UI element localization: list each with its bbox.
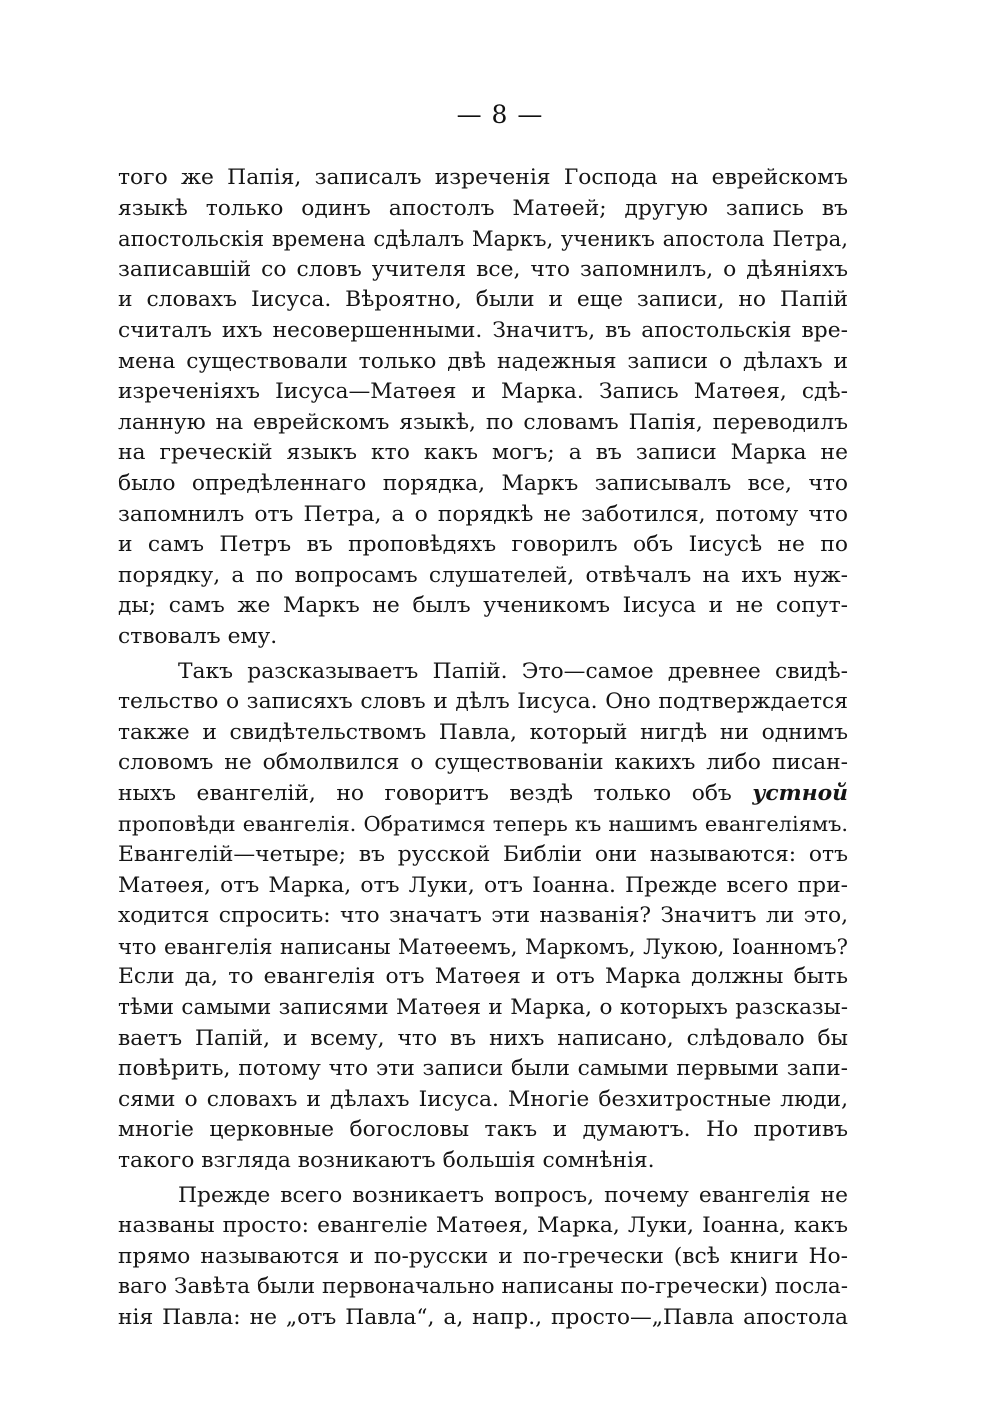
text-line: что евангелія написаны Матѳеемъ, Маркомъ, Лукою, Іоанномъ? bbox=[118, 933, 848, 959]
text-line: записавшій со словъ учителя все, что запомнилъ, о дѣяніяхъ bbox=[118, 256, 848, 282]
text-line: и словахъ Іисуса. Вѣроятно, были и еще записи, но Папій bbox=[118, 287, 848, 313]
text-line: тельство о записяхъ словъ и дѣлъ Іисуса. Оно подтверждается bbox=[118, 689, 848, 715]
paragraph-2 bbox=[118, 657, 848, 1177]
text-line: такого взгляда возникаютъ большія сомнѣнія. bbox=[118, 1148, 655, 1173]
text-line: Прежде всего возникаетъ вопросъ, почему евангелія не bbox=[178, 1182, 848, 1208]
text-line: ходится спросить: что значатъ эти названія? Значитъ ли это, bbox=[118, 903, 848, 929]
text-line: апостольскія времена сдѣлалъ Маркъ, ученикъ апостола Петра, bbox=[118, 226, 848, 252]
text-line: считалъ ихъ несовершенными. Значитъ, въ апостольскія вре- bbox=[118, 317, 848, 343]
text-line: многіе церковные богословы такъ и думаютъ. Но противъ bbox=[118, 1117, 848, 1143]
text-line: названы просто: евангеліе Матѳея, Марка, Луки, Іоанна, какъ bbox=[118, 1213, 848, 1239]
text-line: было опредѣленнаго порядка, Маркъ записывалъ все, что bbox=[118, 470, 848, 496]
text-line: Если да, то евангелія отъ Матѳея и отъ Марка должны быть bbox=[118, 964, 848, 990]
text-line: Такъ разсказываетъ Папій. Это—самое древнее свидѣ- bbox=[178, 658, 848, 684]
text-line: тѣми самыми записями Матѳея и Марка, о которыхъ разсказы- bbox=[118, 995, 848, 1021]
text-line: на греческій языкъ кто какъ могъ; а въ записи Марка не bbox=[118, 440, 848, 466]
text-line: Евангелій—четыре; въ русской Библіи они называются: отъ bbox=[118, 842, 848, 868]
text-line: ланную на еврейскомъ языкѣ, по словамъ Папія, переводилъ bbox=[118, 409, 848, 435]
text-line: нія Павла: не „отъ Павла“, а, напр., просто—„Павла апостола bbox=[118, 1304, 848, 1330]
text-line-part: ныхъ евангелій, но говоритъ вездѣ только объ bbox=[118, 780, 732, 806]
text-line: ваетъ Папій, и всему, что въ нихъ написано, слѣдовало бы bbox=[118, 1025, 848, 1051]
text-line: ствовалъ ему. bbox=[118, 623, 278, 649]
page-number: — 8 — bbox=[456, 100, 544, 129]
text-line: также и свидѣтельствомъ Павла, который нигдѣ ни однимъ bbox=[118, 719, 848, 745]
text-line: сями о словахъ и дѣлахъ Іисуса. Многіе безхитростные люди, bbox=[118, 1086, 848, 1112]
paragraph-1 bbox=[118, 163, 848, 653]
text-line: изреченіяхъ Іисуса—Матѳея и Марка. Запись Матѳея, сдѣ- bbox=[118, 379, 848, 405]
text-line: и самъ Петръ въ проповѣдяхъ говорилъ объ Іисусѣ не по bbox=[118, 532, 848, 558]
text-line: ды; самъ же Маркъ не былъ ученикомъ Іисуса и не сопут- bbox=[118, 593, 848, 619]
text-line: проповѣди евангелія. Обратимся теперь къ нашимъ евангеліямъ. bbox=[118, 812, 848, 837]
text-line: прямо называются и по-русски и по-гречески (всѣ книги Но- bbox=[118, 1243, 848, 1269]
text-line-with-emphasis bbox=[118, 779, 848, 810]
text-line: повѣрить, потому что эти записи были самыми первыми запи- bbox=[118, 1056, 848, 1082]
emphasized-word: устной bbox=[752, 780, 848, 806]
text-line: порядку, а по вопросамъ слушателей, отвѣчалъ на ихъ нуж- bbox=[118, 562, 848, 588]
page-body-text bbox=[118, 163, 848, 1334]
text-line: языкѣ только одинъ апостолъ Матѳей; другую запись въ bbox=[118, 195, 848, 221]
text-line: запомнилъ отъ Петра, а о порядкѣ не заботился, потому что bbox=[118, 501, 848, 527]
text-line: того же Папія, записалъ изреченія Господа на еврейскомъ bbox=[118, 165, 848, 190]
text-line: словомъ не обмолвился о существованіи какихъ либо писан- bbox=[118, 750, 848, 776]
text-line: ваго Завѣта были первоначально написаны по-гречески) посла- bbox=[118, 1274, 848, 1300]
text-line: Матѳея, отъ Марка, отъ Луки, отъ Іоанна. Прежде всего при- bbox=[118, 872, 848, 898]
text-line: мена существовали только двѣ надежныя записи о дѣлахъ и bbox=[118, 348, 848, 374]
paragraph-3 bbox=[118, 1181, 848, 1334]
